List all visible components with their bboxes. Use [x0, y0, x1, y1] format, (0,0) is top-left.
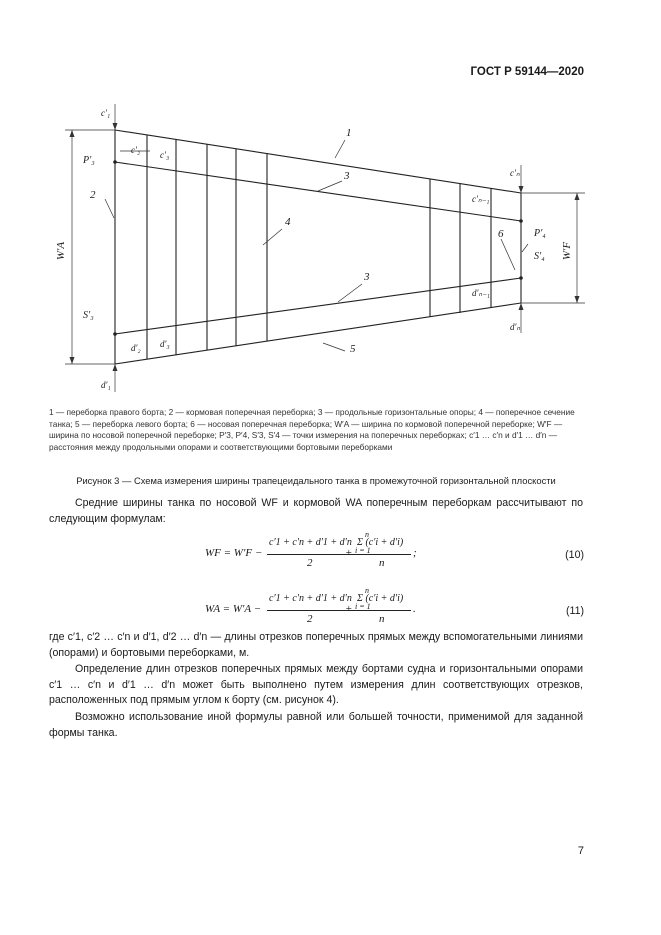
formula-11: WA = W′A − c′1 + c′n + d′1 + d′n 2 + n Σ (c′i + d′i) i = 1 n .: [205, 586, 416, 625]
formula-11-number: (11): [565, 605, 584, 617]
label-1: 1: [346, 127, 352, 139]
label-wa: W′A: [55, 241, 68, 261]
label-c1: c′₁: [101, 108, 111, 118]
label-c3: c′₃: [160, 150, 170, 160]
standard-header: ГОСТ Р 59144—2020: [470, 66, 584, 78]
label-s4: S′₄: [534, 251, 545, 262]
label-dn: d′ₙ: [510, 322, 521, 332]
figure-legend: 1 — переборка правого борта; 2 — кормовая поперечная переборка; 3 — продольные горизонтальные опоры; 4 — поперечное сечение танка; 5 — переборка левого борта; 6 — носовая поперечная переборка; W′A — ширина по кормовой поперечной переборке; W′F — ширина по носовой поперечной переборке; P′3, P′4, S′3, S′4 — точки измерения на поперечных переборках; c′1 … c′n и d′1 … d′n — расстояния между продольными опорами и соответствующими бортовыми переборками: [49, 407, 575, 453]
label-p3: P′₃: [83, 155, 95, 166]
label-p4: P′₄: [534, 228, 546, 239]
paragraph-3: Возможно использование иной формулы равной или большей точности, применимой для заданной формы танка.: [49, 711, 583, 739]
label-3-lower: 3: [364, 271, 370, 283]
label-3-upper: 3: [344, 170, 350, 182]
label-c2: c′₂: [131, 145, 141, 155]
label-d2: d′₂: [131, 343, 141, 353]
figure-caption: Рисунок 3 — Схема измерения ширины трапецеидального танка в промежуточной горизонтальной плоскости: [76, 475, 556, 486]
label-5: 5: [350, 343, 356, 355]
label-4: 4: [285, 216, 291, 228]
paragraph-2: Определение длин отрезков поперечных прямых между бортами судна и горизонтальными опорами c′1 … c′n и d′1 … d′n может быть выполнено путем измерения длин соответствующих отрезков, расположенных под прямым углом к борту (см. рисунок 4).: [49, 663, 583, 707]
label-6: 6: [498, 228, 504, 240]
intro-paragraph: Средние ширины танка по носовой WF и кормовой WA поперечным переборкам рассчитывают по следующим формулам:: [49, 497, 583, 525]
formula-10-number: (10): [565, 549, 584, 561]
label-s3: S′₃: [83, 310, 94, 321]
label-d3: d′₃: [160, 339, 170, 349]
label-cn-1: c′ₙ₋₁: [472, 194, 490, 204]
page-number: 7: [577, 845, 584, 857]
tank-scheme-figure: [0, 0, 661, 400]
label-cn: c′ₙ: [510, 168, 520, 178]
formula-10: WF = W′F − c′1 + c′n + d′1 + d′n 2 + n Σ (c′i + d′i) i = 1 n ;: [205, 530, 417, 569]
where-paragraph: где c′1, c′2 … c′n и d′1, d′2 … d′n — длины отрезков поперечных прямых между вспомогательными линиями (опорами) и бортовыми переборками, м.: [49, 631, 583, 659]
label-d1: d′₁: [101, 380, 111, 390]
label-dn-1: d′ₙ₋₁: [472, 288, 490, 298]
label-wf: W′F: [561, 241, 574, 261]
label-2: 2: [90, 189, 96, 201]
